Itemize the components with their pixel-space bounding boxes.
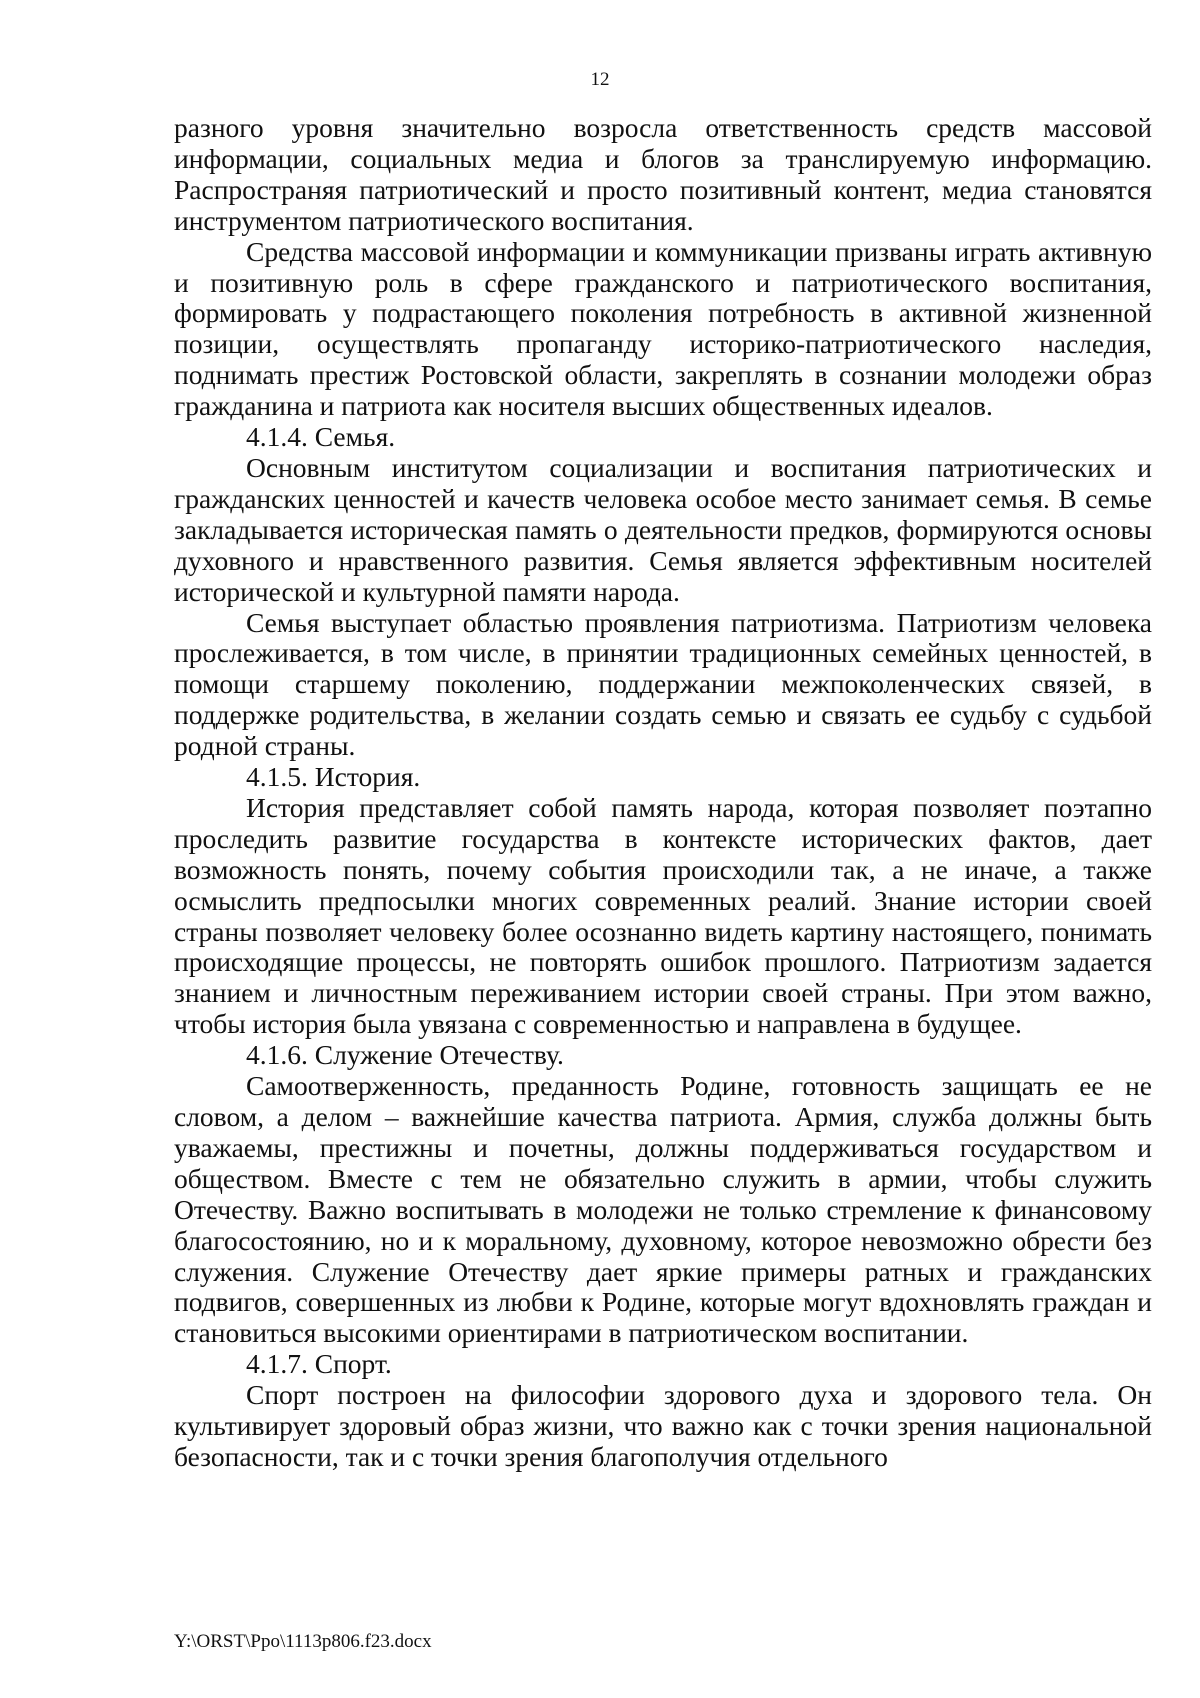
paragraph-sport: Спорт построен на философии здорового духа и здорового тела. Он культивирует здоровый образ жизни, что важно как с точки зрения национальной безопасности, так и с точки зрения благополучия отдельного [174, 1379, 1152, 1472]
footer-file-path: Y:\ORST\Ppo\1113p806.f23.docx [174, 1631, 432, 1652]
paragraph-continuation: разного уровня значительно возросла ответственность средств массовой информации, социальных медиа и блогов за транслируемую информацию. Распространяя патриотический и просто позитивный контент, медиа становятся инструментом патриотического воспитания. [174, 112, 1152, 236]
section-heading-sport: 4.1.7. Спорт. [246, 1348, 392, 1380]
paragraph-family-patriotism: Семья выступает областью проявления патриотизма. Патриотизм человека прослеживается, в том числе, в принятии традиционных семейных ценностей, в помощи старшему поколению, поддержании межпоколенческих связей, в поддержке родительства, в желании создать семью и связать ее судьбу с судьбой родной страны. [174, 606, 1152, 762]
section-heading-history: 4.1.5. История. [246, 761, 421, 793]
page-number: 12 [590, 69, 610, 90]
section-heading-service: 4.1.6. Служение Отечеству. [246, 1039, 564, 1071]
paragraph-media-role: Средства массовой информации и коммуникации призваны играть активную и позитивную роль в сфере гражданского и патриотического воспитания, формировать у подрастающего поколения потребность в активной жизненной позиции, осуществлять пропаганду историко-патриотического наследия, поднимать престиж Ростовской области, закреплять в сознании молодежи образ гражданина и патриота как носителя высших общественных идеалов. [174, 235, 1152, 422]
paragraph-family-institution: Основным институтом социализации и воспитания патриотических и гражданских ценностей и качеств человека особое место занимает семья. В семье закладывается историческая память о деятельности предков, формируются основы духовного и нравственного развития. Семья является эффективным носителей исторической и культурной памяти народа. [174, 451, 1152, 607]
paragraph-history: История представляет собой память народа, которая позволяет поэтапно проследить развитие государства в контексте исторических фактов, дает возможность понять, почему события происходили так, а не иначе, а также осмыслить предпосылки многих современных реалий. Знание истории своей страны позволяет человеку более осознанно видеть картину настоящего, понимать происходящие процессы, не повторять ошибок прошлого. Патриотизм задается знанием и личностным переживанием истории своей страны. При этом важно, чтобы история была увязана с современностью и направлена в будущее. [174, 791, 1152, 1040]
document-body [174, 113, 1152, 1473]
section-heading-family: 4.1.4. Семья. [246, 421, 396, 453]
paragraph-service: Самоотверженность, преданность Родине, готовность защищать ее не словом, а делом – важнейшие качества патриота. Армия, служба должны быть уважаемы, престижны и почетны, должны поддерживаться государством и обществом. Вместе с тем не обязательно служить в армии, чтобы служить Отечеству. Важно воспитывать в молодежи не только стремление к финансовому благосостоянию, но и к моральному, духовному, которое невозможно обрести без служения. Служение Отечеству дает яркие примеры ратных и гражданских подвигов, совершенных из любви к Родине, которые могут вдохновлять граждан и становиться высокими ориентирами в патриотическом воспитании. [174, 1070, 1152, 1349]
